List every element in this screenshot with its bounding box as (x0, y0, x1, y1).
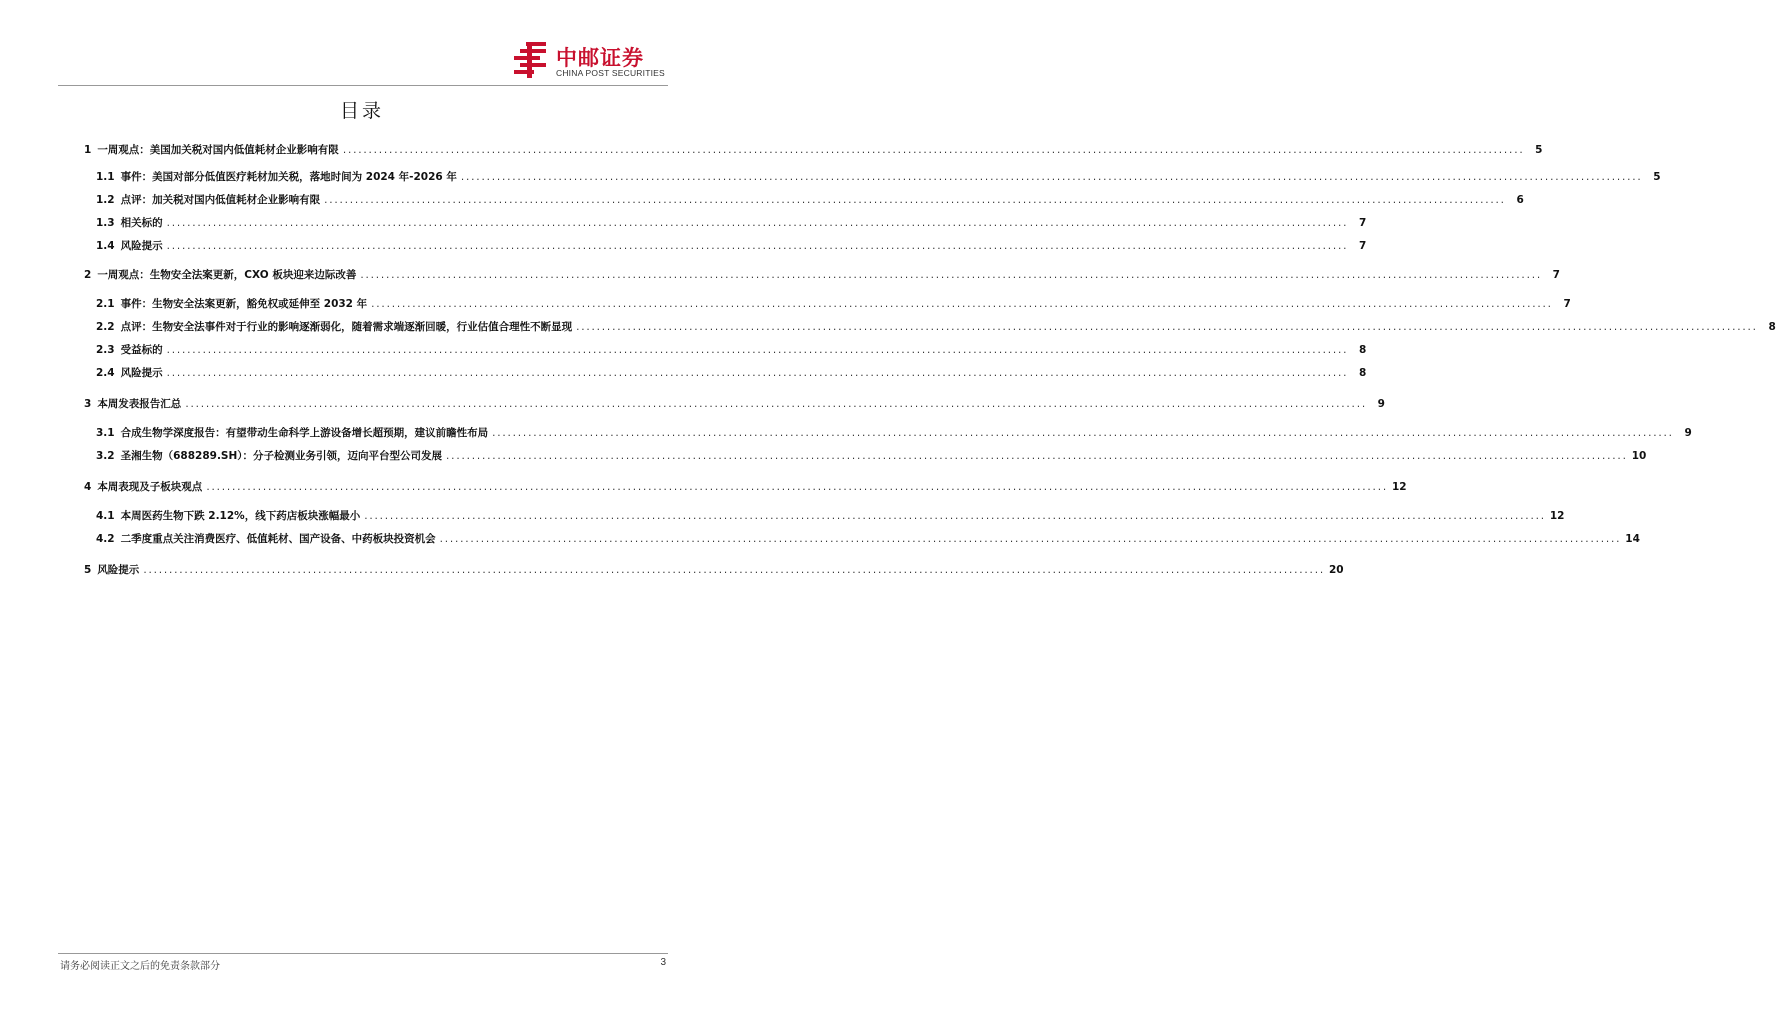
toc-entry-number: 1.1 (96, 171, 115, 183)
toc-entry-title: 本周医药生物下跌 2.12%，线下药店板块涨幅最小 (120, 510, 361, 522)
toc-entry-title: 相关标的 (120, 217, 163, 229)
toc-entry-title: 事件：美国对部分低值医疗耗材加关税，落地时间为 2024 年-2026 年 (120, 171, 457, 183)
toc-entry[interactable] (96, 508, 1565, 524)
toc-leader-dots (324, 194, 1506, 206)
toc-leader-dots (440, 533, 1622, 545)
toc-leader-dots (167, 217, 1349, 229)
toc-entry-number: 1.3 (96, 217, 115, 229)
china-post-logo-icon (512, 40, 550, 80)
toc-leader-dots (167, 240, 1349, 252)
toc-leader-dots (576, 321, 1758, 333)
toc-entry[interactable] (96, 531, 1640, 547)
toc-entry-title: 合成生物学深度报告：有望带动生命科学上游设备增长超预期，建议前瞻性布局 (120, 427, 489, 439)
toc-leader-dots (167, 344, 1349, 356)
toc-entry-page: 7 (1563, 298, 1571, 310)
toc-entry-page: 9 (1377, 398, 1385, 410)
toc-entry-number: 5 (84, 564, 92, 576)
toc-entry-page: 14 (1625, 533, 1640, 545)
toc-entry-title: 风险提示 (97, 564, 140, 576)
toc-entry-title: 点评：生物安全法事件对于行业的影响逐渐弱化，随着需求端逐渐回暖，行业估值合理性不断显现 (120, 321, 573, 333)
toc-entry-number: 3.1 (96, 427, 115, 439)
toc-entry-number: 4.2 (96, 533, 115, 545)
toc-entry-number: 1.2 (96, 194, 115, 206)
toc-entry-number: 3.2 (96, 450, 115, 462)
toc-entry-title: 二季度重点关注消费医疗、低值耗材、国产设备、中药板块投资机会 (120, 533, 436, 545)
page-number: 3 (660, 957, 666, 968)
toc-leader-dots (206, 481, 1388, 493)
toc-leader-dots (343, 144, 1525, 156)
toc-entry-number: 2.4 (96, 367, 115, 379)
toc-entry-title: 一周观点：美国加关税对国内低值耗材企业影响有限 (97, 144, 339, 156)
toc-entry-title: 风险提示 (120, 240, 163, 252)
toc-entry[interactable] (96, 238, 1367, 254)
toc-entry[interactable] (96, 319, 1776, 335)
toc-entry-page: 8 (1358, 344, 1367, 356)
toc-leader-dots (371, 298, 1553, 310)
toc-entry-page: 5 (1535, 144, 1543, 156)
toc-entry-page: 8 (1768, 321, 1776, 333)
toc-entry-page: 5 (1653, 171, 1661, 183)
toc-entry-title: 一周观点：生物安全法案更新，CXO 板块迎来边际改善 (97, 269, 357, 281)
toc-entry-number: 2.1 (96, 298, 115, 310)
toc-entry-title: 圣湘生物（688289.SH）：分子检测业务引领，迈向平台型公司发展 (120, 450, 443, 462)
toc-entry-number: 2.3 (96, 344, 115, 356)
toc-entry-number: 4 (84, 481, 92, 493)
toc-entry-title: 本周发表报告汇总 (97, 398, 182, 410)
toc-entry-page: 7 (1358, 217, 1367, 229)
brand-name-en: CHINA POST SECURITIES (556, 68, 665, 78)
toc-leader-dots (360, 269, 1542, 281)
toc-entry[interactable] (96, 448, 1647, 464)
toc-entry-number: 4.1 (96, 510, 115, 522)
toc-entry-number: 1 (84, 144, 92, 156)
toc-leader-dots (143, 564, 1325, 576)
toc-leader-dots (364, 510, 1546, 522)
toc-entry[interactable] (96, 169, 1661, 185)
toc-entry-title: 点评：加关税对国内低值耗材企业影响有限 (120, 194, 321, 206)
toc-entry-number: 1.4 (96, 240, 115, 252)
toc-title: 目录 (339, 100, 384, 122)
toc-entry-page: 7 (1358, 240, 1367, 252)
toc-entry[interactable] (96, 215, 1367, 231)
toc-leader-dots (492, 427, 1674, 439)
toc-entry[interactable] (84, 142, 1543, 158)
toc-entry[interactable] (84, 479, 1407, 495)
toc-entry[interactable] (96, 342, 1367, 358)
toc-entry-page: 6 (1516, 194, 1524, 206)
toc-entry-page: 12 (1549, 510, 1565, 522)
toc-entry-number: 3 (84, 398, 92, 410)
toc-entry-title: 风险提示 (120, 367, 163, 379)
footer-divider (58, 953, 668, 954)
toc-entry-title: 事件：生物安全法案更新，豁免权或延伸至 2032 年 (120, 298, 368, 310)
toc-entry-number: 2.2 (96, 321, 115, 333)
header-divider (58, 85, 668, 86)
toc-entry-page: 10 (1631, 450, 1647, 462)
toc-entry-page: 20 (1328, 564, 1344, 576)
disclaimer-note: 请务必阅读正文之后的免责条款部分 (60, 961, 220, 972)
toc-entry-title: 本周表现及子板块观点 (97, 481, 203, 493)
toc-entry-page: 9 (1684, 427, 1692, 439)
toc-entry[interactable] (96, 296, 1571, 312)
toc-entry-number: 2 (84, 269, 92, 281)
toc-entry[interactable] (96, 425, 1692, 441)
toc-entry[interactable] (84, 396, 1385, 412)
company-logo (512, 40, 672, 82)
toc-entry-page: 12 (1391, 481, 1407, 493)
toc-entry-page: 8 (1358, 367, 1367, 379)
toc-entry[interactable] (96, 365, 1367, 381)
toc-leader-dots (461, 171, 1643, 183)
toc-entry[interactable] (96, 192, 1524, 208)
toc-entry-page: 7 (1552, 269, 1560, 281)
page-header (0, 0, 724, 90)
toc-leader-dots (446, 450, 1628, 462)
toc-entry[interactable] (84, 267, 1560, 283)
toc-leader-dots (185, 398, 1367, 410)
brand-name-cn: 中邮证券 (556, 46, 644, 70)
toc-entry[interactable] (84, 562, 1344, 578)
toc-entry-title: 受益标的 (120, 344, 163, 356)
toc-leader-dots (167, 367, 1349, 379)
